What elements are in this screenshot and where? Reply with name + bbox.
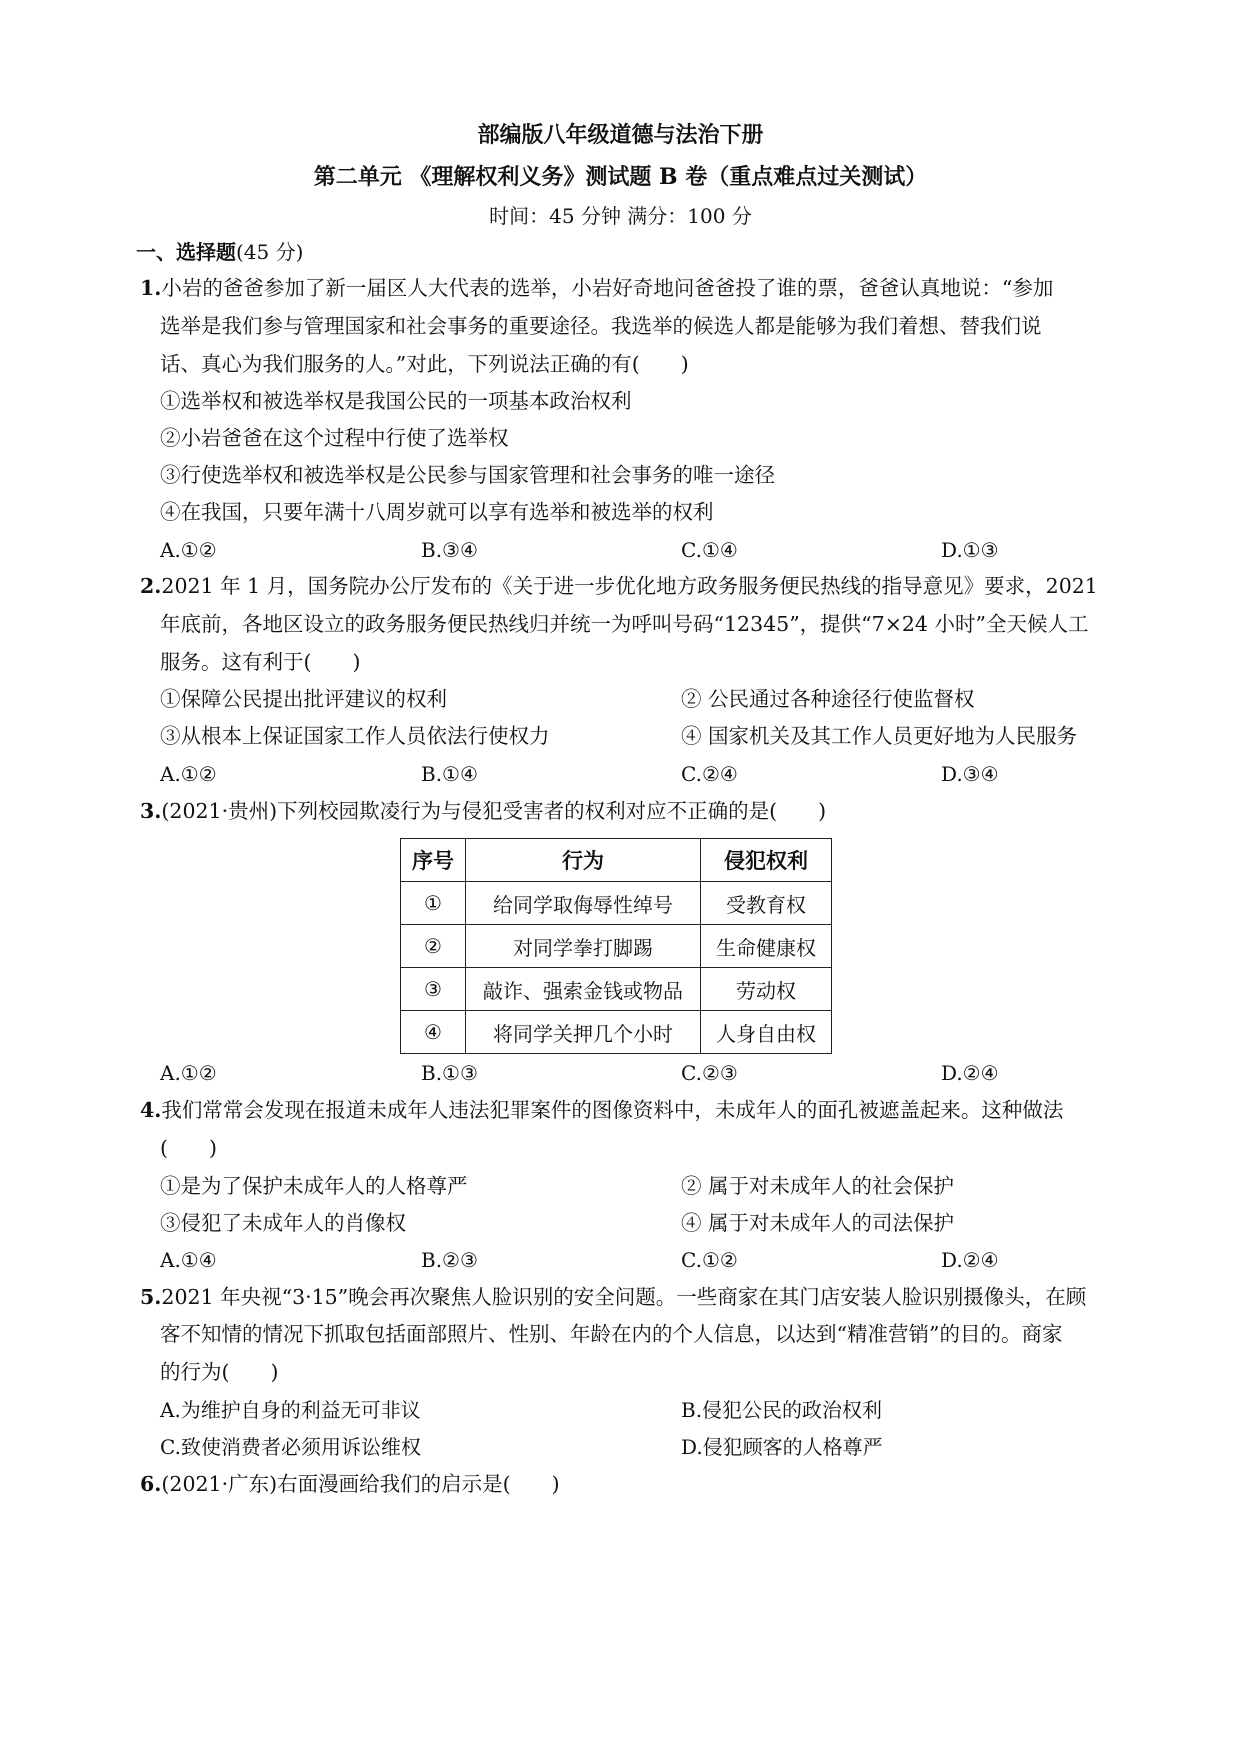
- table-header-row: [401, 839, 832, 882]
- table-cell: ③: [401, 968, 466, 1011]
- question-5-line-2: 客不知情的情况下抓取包括面部照片、性别、年龄在内的个人信息，以达到“精准营销”的目的。商家: [160, 1322, 1063, 1346]
- question-2-number: 2.: [140, 574, 162, 598]
- question-2-line-3: 服务。这有利于( ): [160, 650, 361, 674]
- table-cell: 劳动权: [701, 968, 832, 1011]
- question-4-line-1: 4.我们常常会发现在报道未成年人违法犯罪案件的图像资料中，未成年人的面孔被遮盖起来。这种做法: [140, 1098, 1064, 1122]
- question-4-item-4: ④ 属于对未成年人的司法保护: [681, 1211, 955, 1235]
- question-5-option-d[interactable]: D.侵犯顾客的人格尊严: [681, 1435, 883, 1459]
- document-title: 部编版八年级道德与法治下册: [477, 122, 764, 148]
- question-4-item-3: ③侵犯了未成年人的肖像权: [160, 1211, 406, 1235]
- question-5-number: 5.: [140, 1285, 162, 1309]
- question-3-option-a[interactable]: A.①②: [160, 1061, 217, 1085]
- table-cell: 受教育权: [701, 882, 832, 925]
- question-2-item-1: ①保障公民提出批评建议的权利: [160, 687, 447, 711]
- question-4-item-1: ①是为了保护未成年人的人格尊严: [160, 1174, 468, 1198]
- question-5-option-a[interactable]: A.为维护自身的利益无可非议: [160, 1398, 421, 1422]
- question-4-number: 4.: [140, 1098, 162, 1122]
- question-2-option-d[interactable]: D.③④: [941, 762, 999, 786]
- question-3-option-b[interactable]: B.①③: [421, 1061, 478, 1085]
- question-1-option-c[interactable]: C.①④: [681, 538, 738, 562]
- question-1-item-2: ②小岩爸爸在这个过程中行使了选举权: [160, 426, 509, 450]
- question-1-line-1: 1.小岩的爸爸参加了新一届区人大代表的选举，小岩好奇地问爸爸投了谁的票，爸爸认真地说：“参加: [140, 276, 1054, 300]
- question-4-item-2: ② 属于对未成年人的社会保护: [681, 1174, 955, 1198]
- question-4-line-2: ( ): [160, 1136, 217, 1160]
- question-1-line-3: 话、真心为我们服务的人。”对此，下列说法正确的有( ): [160, 352, 689, 376]
- question-2-item-3: ③从根本上保证国家工作人员依法行使权力: [160, 724, 550, 748]
- question-1-item-3: ③行使选举权和被选举权是公民参与国家管理和社会事务的唯一途径: [160, 463, 775, 487]
- question-3-option-c[interactable]: C.②③: [681, 1061, 738, 1085]
- table-cell: 人身自由权: [701, 1011, 832, 1054]
- table-cell: 给同学取侮辱性绰号: [466, 882, 701, 925]
- question-2-option-c[interactable]: C.②④: [681, 762, 738, 786]
- question-4-option-c[interactable]: C.①②: [681, 1248, 738, 1272]
- table-row: [401, 882, 832, 925]
- table-row: [401, 1011, 832, 1054]
- question-1-item-1: ①选举权和被选举权是我国公民的一项基本政治权利: [160, 389, 632, 413]
- table-cell: 将同学关押几个小时: [466, 1011, 701, 1054]
- question-3-number: 3.: [140, 799, 162, 823]
- question-1-option-b[interactable]: B.③④: [421, 538, 478, 562]
- question-6-line-1: 6.(2021·广东)右面漫画给我们的启示是( ): [140, 1472, 560, 1496]
- question-6-number: 6.: [140, 1472, 162, 1496]
- question-4-option-d[interactable]: D.②④: [941, 1248, 999, 1272]
- question-5-line-3: 的行为( ): [160, 1360, 279, 1384]
- table-row: [401, 925, 832, 968]
- question-2-line-1: 2.2021 年 1 月，国务院办公厅发布的《关于进一步优化地方政务服务便民热线的指导意见》要求，2021: [140, 574, 1098, 598]
- exam-meta: 时间：45 分钟 满分：100 分: [489, 204, 752, 228]
- section-score: (45 分): [236, 240, 304, 264]
- table-cell: ④: [401, 1011, 466, 1054]
- question-5-line-1: 5.2021 年央视“3·15”晚会再次聚焦人脸识别的安全问题。一些商家在其门店安装人脸识别摄像头，在顾: [140, 1285, 1087, 1309]
- question-1-item-4: ④在我国，只要年满十八周岁就可以享有选举和被选举的权利: [160, 500, 714, 524]
- question-1-number: 1.: [140, 276, 162, 300]
- question-2-option-a[interactable]: A.①②: [160, 762, 217, 786]
- table-row: [401, 968, 832, 1011]
- table-cell: 敲诈、强索金钱或物品: [466, 968, 701, 1011]
- question-2-line-2: 年底前，各地区设立的政务服务便民热线归并统一为呼叫号码“12345”，提供“7×24 小时”全天候人工: [160, 612, 1089, 636]
- question-3-option-d[interactable]: D.②④: [941, 1061, 999, 1085]
- table-cell: ②: [401, 925, 466, 968]
- question-2-item-4: ④ 国家机关及其工作人员更好地为人民服务: [681, 724, 1078, 748]
- question-4-option-b[interactable]: B.②③: [421, 1248, 478, 1272]
- document-subtitle: 第二单元 《理解权利义务》测试题 B 卷（重点难点过关测试）: [313, 164, 928, 190]
- table-header-cell: 序号: [401, 839, 466, 882]
- table-cell: 生命健康权: [701, 925, 832, 968]
- table-header-cell: 行为: [466, 839, 701, 882]
- section-label: 一、选择题: [136, 240, 236, 264]
- question-1-line-2: 选举是我们参与管理国家和社会事务的重要途径。我选举的候选人都是能够为我们着想、替我们说: [160, 314, 1042, 338]
- question-1-option-d[interactable]: D.①③: [941, 538, 999, 562]
- question-2-item-2: ② 公民通过各种途径行使监督权: [681, 687, 975, 711]
- question-3-line-1: 3.(2021·贵州)下列校园欺凌行为与侵犯受害者的权利对应不正确的是( ): [140, 799, 827, 823]
- question-5-option-b[interactable]: B.侵犯公民的政治权利: [681, 1398, 883, 1422]
- table-header-cell: 侵犯权利: [701, 839, 832, 882]
- question-2-option-b[interactable]: B.①④: [421, 762, 478, 786]
- table-cell: ①: [401, 882, 466, 925]
- section-heading: [136, 238, 303, 266]
- table-cell: 对同学拳打脚踢: [466, 925, 701, 968]
- question-1-option-a[interactable]: A.①②: [160, 538, 217, 562]
- question-4-option-a[interactable]: A.①④: [160, 1248, 217, 1272]
- question-3-table: [400, 838, 832, 1054]
- question-5-option-c[interactable]: C.致使消费者必须用诉讼维权: [160, 1435, 421, 1459]
